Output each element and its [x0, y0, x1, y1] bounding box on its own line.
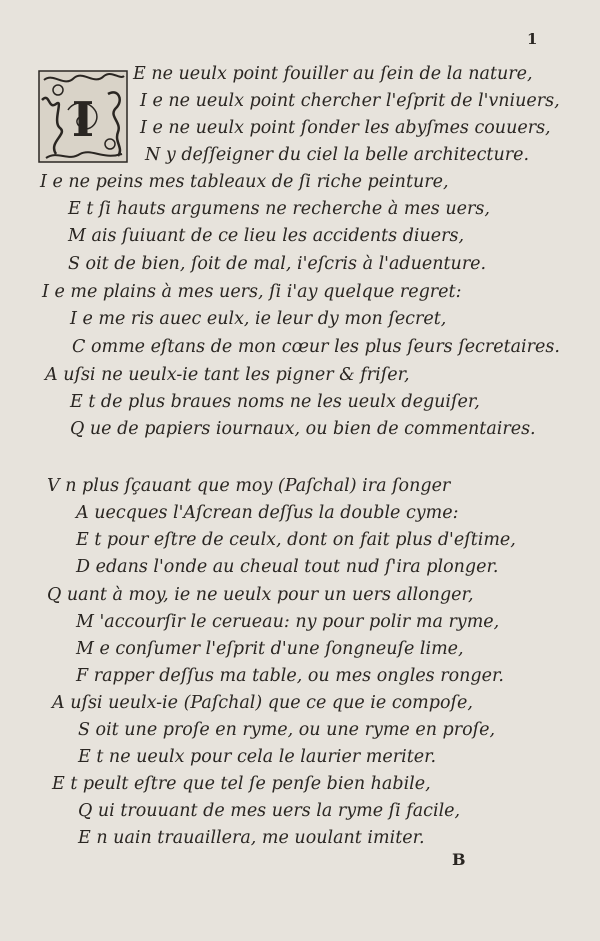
verse-line: V n plus ſçauant que moy (Paſchal) ira ſonger: [47, 476, 451, 496]
initial-letter: I: [71, 92, 95, 148]
signature-mark: B: [452, 850, 466, 869]
verse-line: S oit une proſe en ryme, ou une ryme en proſe,: [78, 720, 496, 740]
verse-line: C omme eſtans de mon cœur les plus ſeurs ſecretaires.: [72, 337, 560, 357]
verse-line: E ne ueulx point fouiller au ſein de la nature,: [133, 64, 533, 84]
verse-line: M 'accourſir le cerueau: ny pour polir ma ryme,: [76, 612, 500, 632]
verse-line: I e me plains à mes uers, ſi i'ay quelque regret:: [42, 282, 462, 302]
page-number: 1: [527, 30, 538, 48]
verse-line: N y deſſeigner du ciel la belle architecture.: [145, 145, 530, 165]
verse-line: M ais ſuiuant de ce lieu les accidents diuers,: [68, 226, 465, 246]
verse-line: I e ne ueulx point ſonder les abyſmes couuers,: [140, 118, 551, 138]
verse-line: I e me ris auec eulx, ie leur dy mon ſecret,: [70, 309, 447, 329]
verse-line: M e conſumer l'eſprit d'une ſongneuſe lime,: [76, 639, 464, 659]
verse-line: E t de plus braues noms ne les ueulx deguiſer,: [70, 392, 480, 412]
verse-line: Q ui trouuant de mes uers la ryme ſi facile,: [78, 801, 461, 821]
verse-line: E n uain trauaillera, me uoulant imiter.: [78, 828, 425, 848]
verse-line: I e ne peins mes tableaux de ſi riche peinture,: [40, 172, 449, 192]
verse-line: F rapper deſſus ma table, ou mes ongles ronger.: [76, 666, 504, 686]
verse-line: E t ne ueulx pour cela le laurier meriter.: [78, 747, 437, 767]
verse-line: Q uant à moy, ie ne ueulx pour un uers allonger,: [47, 585, 474, 605]
ornamental-initial: [38, 70, 128, 163]
verse-line: D edans l'onde au cheual tout nud ſ'ira plonger.: [76, 557, 499, 577]
verse-line: E t pour eſtre de ceulx, dont on fait plus d'eſtime,: [76, 530, 516, 550]
verse-line: Q ue de papiers iournaux, ou bien de commentaires.: [70, 419, 536, 439]
verse-line: A uſsi ueulx-ie (Paſchal) que ce que ie compoſe,: [52, 693, 473, 713]
verse-line: S oit de bien, ſoit de mal, i'eſcris à l'aduenture.: [68, 254, 487, 274]
verse-line: E t peult eſtre que tel ſe penſe bien habile,: [52, 774, 431, 794]
verse-line: A uecques l'Aſcrean deſſus la double cyme:: [76, 503, 459, 523]
verse-line: E t ſi hauts argumens ne recherche à mes uers,: [68, 199, 490, 219]
verse-line: A uſsi ne ueulx-ie tant les pigner & friſer,: [45, 365, 410, 385]
verse-line: I e ne ueulx point chercher l'eſprit de l'vniuers,: [140, 91, 560, 111]
